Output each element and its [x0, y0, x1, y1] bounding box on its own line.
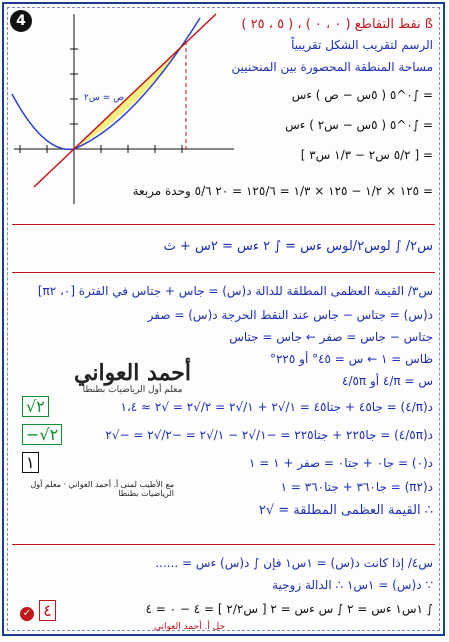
parabola-line-graph	[4, 4, 244, 234]
q3-line-4: س = π/٤ أو ٥π/٤	[341, 374, 433, 388]
q4-line-2: ∵ د(س) = ١س١ ∴ الدالة زوجية	[272, 578, 433, 592]
q4-line-3: ∫ ١س١ ءس = ٢ ∫ س ءس = ٢ [ س٢/٢ ] = ٤ − ٠ = ٤	[145, 602, 433, 616]
section-divider	[12, 544, 435, 545]
answer-box-min: −√٢	[22, 424, 62, 445]
q2-line: س٢/ ∫ لوس٢/لوس ءس = ∫ ٢ ءس = ٢س + ث	[163, 239, 433, 254]
credit-text: مع الأطيب لمنى أ. أحمد العواني · معلم أول الرياضيات بطنطا	[30, 480, 174, 498]
q3-title: س٣/ القيمة العظمى المطلقة للدالة د(س) = جاس + جتاس في الفترة [٠، π٢]	[37, 284, 433, 298]
integral-line-2: = ∫٠^٥ ( ٥س − س٢ ) ءس	[285, 118, 433, 132]
page-number-badge: 4	[10, 10, 32, 32]
footer-note: حل أ. أحمد العواني	[154, 622, 226, 632]
area-result-line: = ١٢٥ × ١/٢ − ١٢٥ × ١/٣ = ١٢٥/٦ = ٢٠ ٥/٦ وحدة مربعة	[132, 184, 433, 198]
q3-line-7: د(٠) = جا٠ + جتا٠ = صفر + ١ = ١	[248, 456, 433, 470]
worksheet-page	[2, 2, 445, 636]
answer-box-one: ١	[22, 452, 39, 473]
q3-line-3: ظاس = ١ ← س = ٤٥° أو ٢٢٥°	[269, 352, 433, 366]
q3-conclusion: ∴ القيمة العظمى المطلقة = √٢	[258, 503, 433, 518]
q3-line-2: جتاس − جاس = صفر ← جاس = جتاس	[229, 330, 433, 344]
area-line: مساحة المنطقة المحصورة بين المنحنيين	[231, 60, 433, 74]
integral-line-1: = ∫٠^٥ ( ٥س − ص ) ءس	[291, 88, 433, 102]
section-divider	[12, 272, 435, 273]
q3-line-5: د(π/٤) = جا٤٥ + جتا٤٥ = ١/√٢ + ١/√٢ = ٢/√٢ = √٢ ≈ ١،٤	[120, 400, 433, 414]
signature-stamp: أحمد العواني معلم أول الرياضيات بطنطا	[74, 360, 192, 395]
q3-line-6: د(٥π/٤) = جا٢٢٥ + جتا٢٢٥ = −١/√٢ − ١/√٢ = −٢/√٢ = −√٢	[105, 428, 433, 442]
q3-line-1: د(س) = جتاس − جاس عند النقط الحرجة د(س) = صفر	[147, 308, 433, 322]
answer-box-max: √٢	[22, 396, 49, 417]
antiderivative-line: = [ ٥/٢ س٢ − ١/٣ س٣ ]	[300, 148, 433, 162]
graph-curve-label: ص = س٢	[84, 93, 124, 103]
sketch-line: الرسم لتقريب الشكل تقريبياً	[291, 38, 433, 52]
q4-answer: ✓ ٤	[20, 600, 56, 621]
section-divider	[12, 224, 435, 225]
intersection-title: ß نقط التقاطع ( ٠ ، ٠ ) ، ( ٥ ، ٢٥ )	[241, 17, 433, 32]
q3-line-8: د(π٢) = جا٣٦٠ + جتا٣٦٠ = ١	[280, 480, 433, 494]
q4-question: س٤/ إذا كانت د(س) = ١س١ فإن ∫ د(س) ءس = ......	[155, 556, 433, 570]
